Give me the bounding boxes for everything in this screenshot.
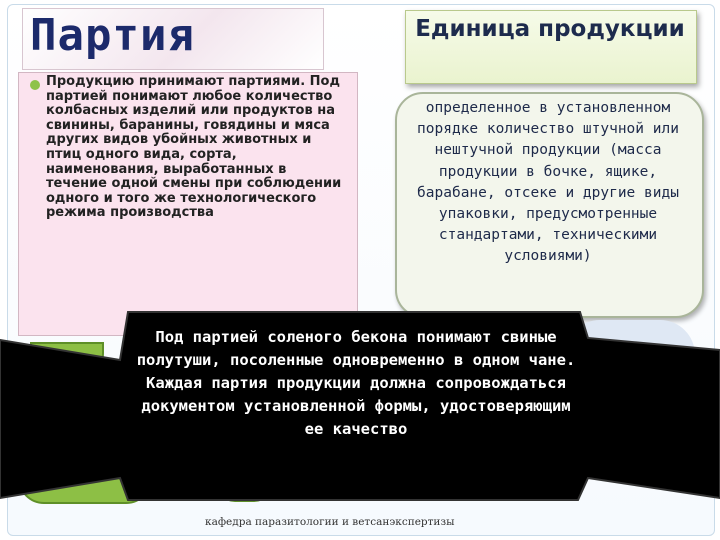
footer-text: кафедра паразитологии и ветсанэкспертизы (205, 516, 455, 528)
bacon-callout-text: Под партией соленого бекона понимают свиные полутуши, посоленные одновременно в одном чане. Каждая партия продукции должна сопровождаться документом установленной формы, удостоверяющим ее качество (136, 328, 576, 438)
unit-definition: определенное в установленном порядке количество штучной или нештучной продукции (масса продукции в бочке, ящике, барабане, отсеке и другие виды упаковки, предусмотренные стандартами, техническими условиями) (417, 100, 679, 265)
slide-title: Партия (30, 10, 195, 61)
party-description: Продукцию принимают партиями. Под партией понимают любое количество колбасных изделий или продуктов на свинины, баранины, говядины и мяса других видов убойных животных и птиц одного вида, сорта, наименования, выработанных в течение одной смены при соблюдении одного и того же технологического режима производства (46, 74, 342, 221)
unit-title: Единица продукции (415, 16, 685, 42)
